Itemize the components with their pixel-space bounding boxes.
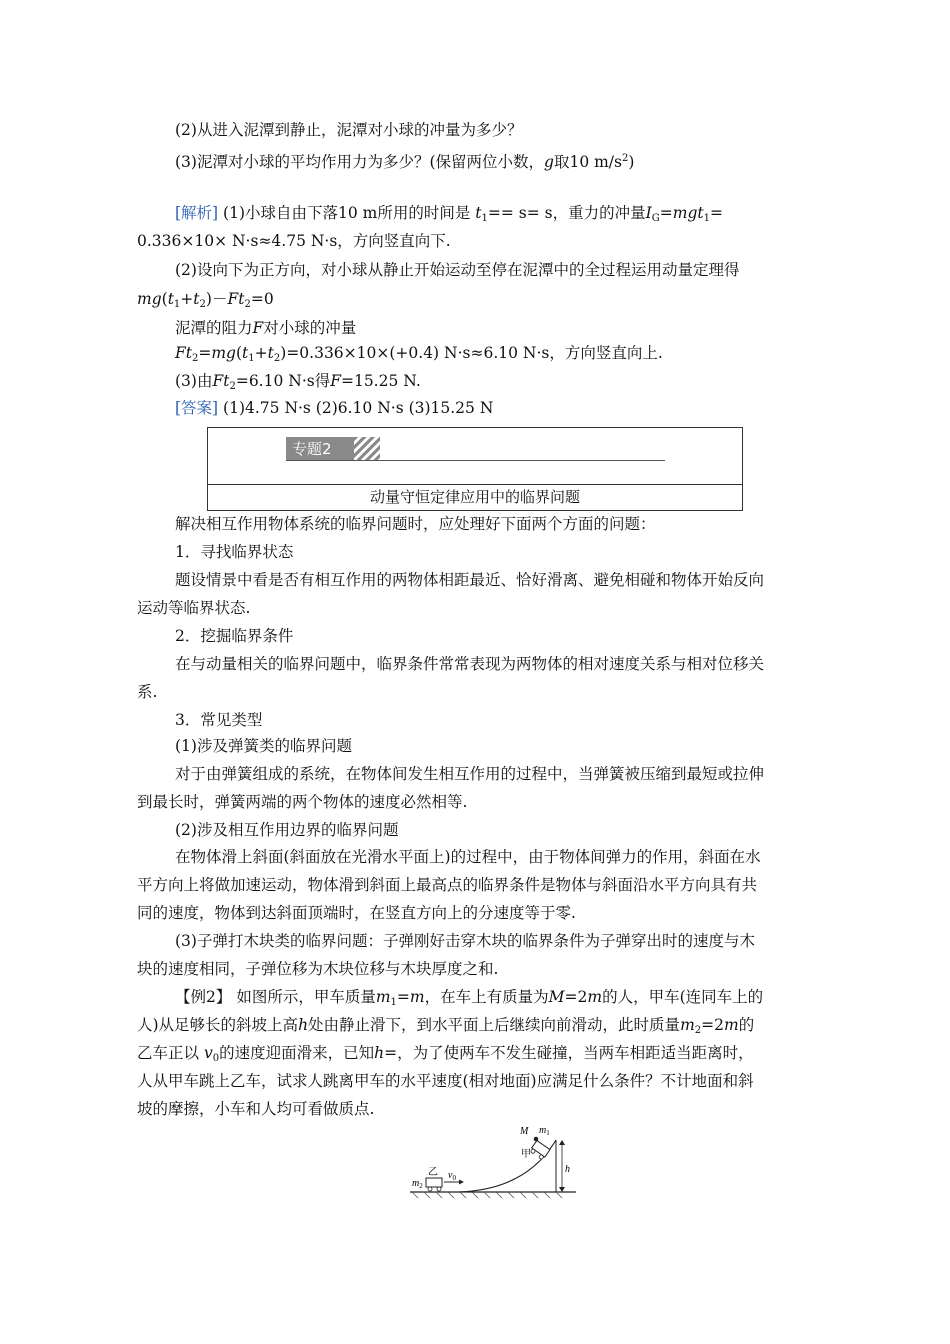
paragraph-1-line-2: 运动等临界状态. — [137, 599, 251, 617]
cart-jia — [529, 1140, 550, 1160]
intro-paragraph: 解决相互作用物体系统的临界问题时，应处理好下面两个方面的问题： — [175, 515, 656, 533]
label-h: h — [565, 1164, 570, 1175]
cart-yi-wheel-right — [437, 1187, 441, 1191]
label-yi: 乙 — [428, 1167, 438, 1178]
paragraph-2-line-1: 在与动量相关的临界问题中，临界条件常常表现为两物体的相对速度关系与相对位移关 — [175, 655, 765, 673]
cart-yi-wheel-left — [428, 1187, 432, 1191]
example-line-3: 乙车正以 $v_0$的速度迎面滑来，已知h=，为了使两车不发生碰撞，当两车相距适当距离时， — [137, 1044, 754, 1064]
heading-2: 2．挖掘临界条件 — [175, 627, 294, 645]
analysis-tag: [解析] — [175, 204, 219, 222]
label-m2: $m_2$ — [412, 1178, 423, 1190]
subsection-3-line-2: 块的速度相同，子弹位移为木块位移与木块厚度之和. — [137, 960, 499, 978]
analysis-line-4: $mg(t_1+t_2)-Ft_2=0$ — [137, 290, 274, 310]
velocity-arrow-head — [459, 1180, 464, 1185]
topic-badge: 专题2 — [286, 437, 360, 461]
topic-badge-hatch — [354, 437, 380, 461]
example-line-4: 人从甲车跳上乙车，试求人跳离甲车的水平速度(相对地面)应满足什么条件？不计地面和斜 — [137, 1072, 754, 1090]
topic-box — [207, 427, 743, 511]
question-3: (3)泥潭对小球的平均作用力为多少？(保留两位小数，g取10 $m/s^2$) — [175, 153, 635, 171]
subsection-1-line-2: 到最长时，弹簧两端的两个物体的速度必然相等. — [137, 793, 468, 811]
question-2: (2)从进入泥潭到静止，泥潭对小球的冲量为多少？ — [175, 121, 523, 139]
analysis-line-1: [解析] (1)小球自由下落10 m所用的时间是 $t_1== s= s$，重力的冲量$I_G=mgt_1=$ — [175, 204, 723, 224]
answer-tag: [答案] — [175, 399, 219, 417]
paragraph-1-line-1: 题设情景中看是否有相互作用的两物体相距最近、恰好滑离、避免相碰和物体开始反向 — [175, 571, 765, 589]
analysis-line-5: 泥潭的阻力F对小球的冲量 — [175, 319, 357, 337]
subsection-2-line-1: 在物体滑上斜面(斜面放在光滑水平面上)的过程中，由于物体间弹力的作用，斜面在水 — [175, 848, 761, 866]
ground-hatch — [412, 1192, 562, 1198]
topic-title: 动量守恒定律应用中的临界问题 — [369, 488, 580, 506]
example-line-2: 人)从足够长的斜坡上高h处由静止滑下，到水平面上后继续向前滑动，此时质量$m_2=2m$的 — [137, 1016, 755, 1036]
analysis-line-2: 0.336×10× N·s≈4.75 N·s，方向竖直向下. — [137, 232, 451, 250]
answer-line: [答案] (1)4.75 N·s (2)6.10 N·s (3)15.25 N — [175, 399, 494, 417]
label-jia: 甲 — [521, 1149, 531, 1160]
example-tag: 【例2】 — [175, 988, 232, 1006]
example-figure — [408, 1120, 580, 1200]
topic-underline — [286, 460, 665, 461]
subsection-1-line-1: 对于由弹簧组成的系统，在物体间发生相互作用的过程中，当弹簧被压缩到最短或拉伸 — [175, 765, 765, 783]
heading-1: 1．寻找临界状态 — [175, 543, 294, 561]
analysis-line-3: (2)设向下为正方向，对小球从静止开始运动至停在泥潭中的全过程运用动量定理得 — [175, 261, 740, 279]
label-v0: $v_0$ — [448, 1170, 456, 1182]
subsection-2-line-3: 同的速度，物体到达斜面顶端时，在竖直方向上的分速度等于零. — [137, 904, 576, 922]
person-head — [534, 1137, 539, 1142]
subsection-3-line-1: (3)子弹打木块类的临界问题：子弹刚好击穿木块的临界条件为子弹穿出时的速度与木 — [175, 932, 755, 950]
label-M: M — [520, 1126, 529, 1137]
analysis-line-7: (3)由$Ft_2=6.10$ N·s得F=15.25 N. — [175, 372, 421, 392]
paragraph-2-line-2: 系. — [137, 683, 158, 701]
label-m1: $m_1$ — [539, 1125, 550, 1137]
heading-3: 3．常见类型 — [175, 711, 263, 729]
example-line-1: 【例2】 如图所示，甲车质量$m_1=m$，在车上有质量为M=2m的人，甲车(连同车上的 — [175, 988, 764, 1008]
example-line-5: 坡的摩擦，小车和人均可看做质点. — [137, 1100, 375, 1118]
analysis-line-6: $Ft_2=mg(t_1+t_2)=0.336\times 10\times(+0.4)$ N·s≈6.10 N·s，方向竖直向上. — [175, 344, 663, 364]
subsection-2-line-2: 平方向上将做加速运动，物体滑到斜面上最高点的临界条件是物体与斜面沿水平方向具有共 — [137, 876, 758, 894]
topic-divider — [208, 484, 742, 485]
subheading-2: (2)涉及相互作用边界的临界问题 — [175, 821, 399, 839]
subheading-1: (1)涉及弹簧类的临界问题 — [175, 737, 352, 755]
cart-yi — [426, 1178, 442, 1187]
